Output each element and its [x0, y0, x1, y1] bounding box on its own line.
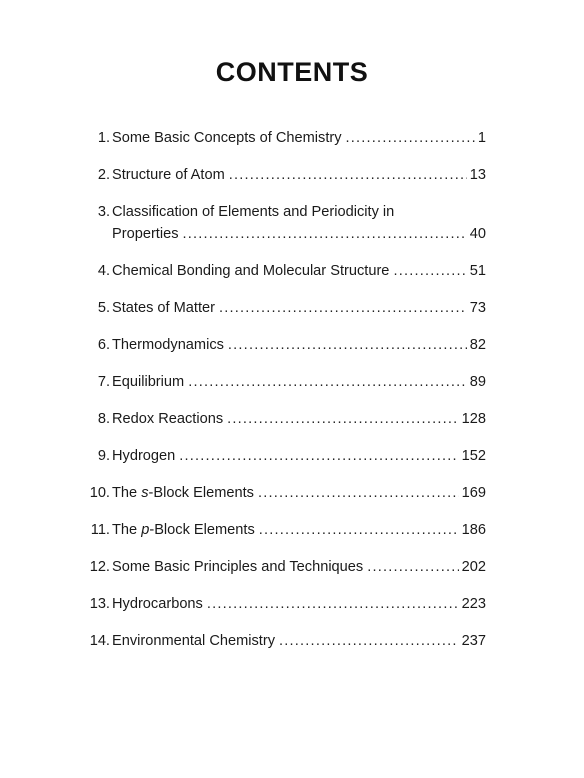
chapter-number: 13. — [89, 596, 110, 612]
chapter-title: Some Basic Concepts of Chemistry — [112, 130, 342, 146]
dot-leader — [229, 164, 467, 186]
table-of-contents — [84, 127, 486, 667]
page-number: 169 — [461, 485, 486, 501]
chapter-number: 8. — [97, 411, 110, 427]
title-suffix: -Block Elements — [148, 485, 254, 501]
chapter-number: 12. — [89, 559, 110, 575]
chapter-number: 10. — [89, 485, 110, 501]
chapter-title: States of Matter — [112, 300, 216, 316]
chapter-number: 2. — [97, 167, 110, 183]
toc-entry[interactable] — [84, 201, 486, 245]
title-prefix: The — [112, 485, 142, 501]
chapter-title: Hydrocarbons — [112, 596, 203, 612]
chapter-number: 7. — [97, 374, 110, 390]
chapter-title: Structure of Atom — [112, 167, 225, 183]
chapter-number: 1. — [97, 130, 110, 146]
dot-leader — [258, 482, 459, 504]
page-number: 51 — [469, 263, 486, 279]
chapter-title: Environmental Chemistry — [112, 633, 276, 649]
chapter-number: 9. — [97, 448, 110, 464]
chapter-title: Chemical Bonding and Molecular Structure — [112, 263, 390, 279]
page-number: 152 — [461, 448, 486, 464]
title-prefix: The — [112, 522, 142, 538]
page-number: 89 — [469, 374, 486, 390]
toc-entry[interactable] — [84, 297, 486, 319]
dot-leader — [219, 297, 467, 319]
dot-leader — [228, 334, 467, 356]
dot-leader — [393, 260, 466, 282]
toc-entry[interactable] — [84, 445, 486, 467]
page-number: 82 — [469, 337, 486, 353]
chapter-number: 3. — [97, 204, 110, 220]
chapter-title — [112, 482, 254, 504]
page-number: 237 — [461, 633, 486, 649]
toc-entry[interactable] — [84, 371, 486, 393]
chapter-title: Some Basic Principles and Techniques — [112, 559, 364, 575]
chapter-title: Thermodynamics — [112, 337, 224, 353]
page-number: 223 — [461, 596, 486, 612]
chapter-title: Hydrogen — [112, 448, 176, 464]
title-italic-letter: s — [141, 485, 149, 501]
dot-leader — [179, 445, 458, 467]
chapter-number: 4. — [97, 263, 110, 279]
dot-leader — [367, 556, 458, 578]
toc-entry[interactable] — [84, 482, 486, 504]
toc-entry[interactable] — [84, 127, 486, 149]
toc-entry[interactable] — [84, 593, 486, 615]
page-number: 202 — [461, 559, 486, 575]
chapter-title: Equilibrium — [112, 374, 185, 390]
toc-entry[interactable] — [84, 164, 486, 186]
chapter-number: 14. — [89, 633, 110, 649]
chapter-title — [112, 519, 255, 541]
toc-entry[interactable] — [84, 334, 486, 356]
page-title: CONTENTS — [215, 57, 369, 87]
dot-leader — [183, 223, 467, 245]
chapter-number: 5. — [97, 300, 110, 316]
dot-leader — [188, 371, 467, 393]
toc-entry[interactable] — [84, 630, 486, 652]
dot-leader — [207, 593, 459, 615]
page-number: 73 — [469, 300, 486, 316]
toc-entry[interactable] — [84, 556, 486, 578]
page-number: 128 — [461, 411, 486, 427]
chapter-title-line-2: Properties — [112, 226, 179, 242]
title-italic-letter: p — [141, 522, 150, 538]
dot-leader — [346, 127, 475, 149]
dot-leader — [259, 519, 459, 541]
toc-entry[interactable] — [84, 519, 486, 541]
toc-entry[interactable] — [84, 408, 486, 430]
dot-leader — [279, 630, 459, 652]
page-number: 186 — [461, 522, 486, 538]
chapter-title: Redox Reactions — [112, 411, 224, 427]
page-number: 40 — [469, 226, 486, 242]
chapter-number: 6. — [97, 337, 110, 353]
toc-entry[interactable] — [84, 260, 486, 282]
chapter-number: 11. — [90, 522, 110, 538]
chapter-title-line-1: Classification of Elements and Periodicity in — [112, 204, 395, 220]
dot-leader — [227, 408, 459, 430]
title-suffix: -Block Elements — [149, 522, 255, 538]
page-number: 1 — [477, 130, 486, 146]
page-number: 13 — [469, 167, 486, 183]
